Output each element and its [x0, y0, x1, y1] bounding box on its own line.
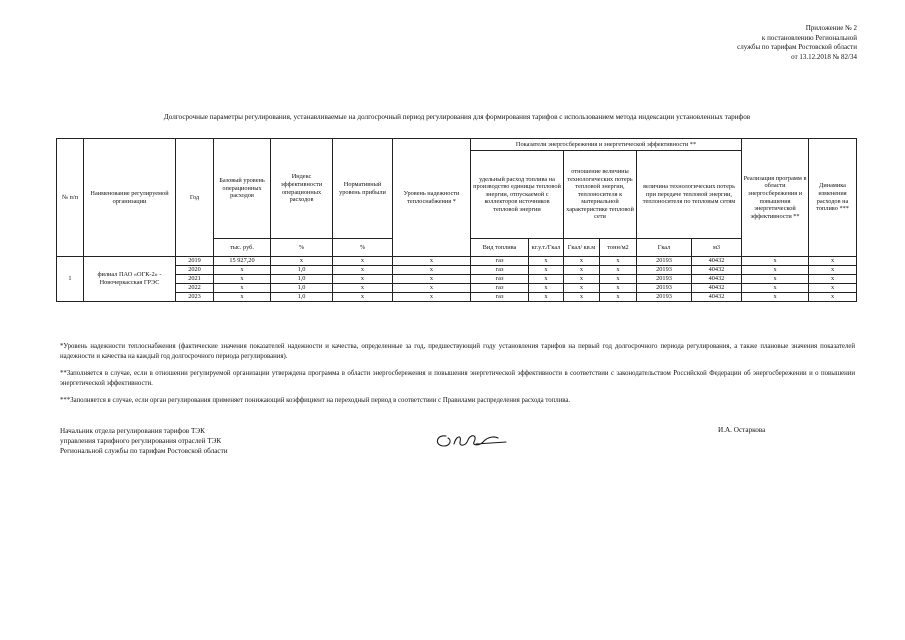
cell-tech-1: 20193: [637, 293, 692, 302]
table-row: [57, 284, 857, 293]
cell-tech-1: 20193: [637, 275, 692, 284]
cell-reliability: x: [393, 266, 471, 275]
parameters-table: [56, 138, 857, 302]
unit-fuel: кг.у.т./Гкал: [529, 239, 564, 257]
cell-specific: x: [529, 275, 564, 284]
cell-dynamics: x: [809, 275, 857, 284]
cell-specific: x: [529, 266, 564, 275]
cell-loss-2: x: [600, 257, 637, 266]
cell-reliability: x: [393, 257, 471, 266]
cell-reliability: x: [393, 284, 471, 293]
cell-index: 1,0: [271, 293, 333, 302]
cell-base: x: [214, 266, 271, 275]
cell-profit: x: [333, 257, 393, 266]
cell-fuel: газ: [471, 293, 529, 302]
cell-specific: x: [529, 257, 564, 266]
unit-tech-1: Гкал: [637, 239, 692, 257]
cell-specific: x: [529, 293, 564, 302]
unit-norm-profit: %: [333, 239, 393, 257]
cell-base: x: [214, 293, 271, 302]
signer-name: И.А. Остаркова: [718, 426, 766, 434]
org-name: филиал ПАО «ОГК-2» - Новочеркасская ГРЭС: [84, 257, 176, 302]
cell-year: 2019: [176, 257, 214, 266]
unit-fuel-type: Вид топлива: [471, 239, 529, 257]
appendix-line: Приложение № 2: [805, 24, 857, 32]
appendix-line: от 13.12.2018 № 82/34: [791, 52, 857, 61]
unit-tech-2: м3: [692, 239, 742, 257]
appendix-line: к постановлению Региональной: [761, 33, 857, 42]
cell-tech-1: 20193: [637, 257, 692, 266]
footnote-reliability: *Уровень надежности теплоснабжения (фактические значения показателей надежности и качества, определенные за год, предшествующий году установления тарифов на первый год долгосрочного периода регулирования, а также плановые значения показателей надежности и качества на каждый год долгосрочного периода регулирования).: [60, 343, 855, 360]
cell-tech-1: 20193: [637, 284, 692, 293]
handwritten-signature: [432, 428, 512, 452]
cell-index: 1,0: [271, 266, 333, 275]
cell-dynamics: x: [809, 293, 857, 302]
cell-loss-1: x: [564, 284, 600, 293]
header-energy-group: Показатели энергосбережения и энергетической эффективности **: [471, 139, 742, 151]
header-dynamics: Динамика изменения расходов на топливо ***: [809, 139, 857, 257]
cell-year: 2022: [176, 284, 214, 293]
cell-dynamics: x: [809, 266, 857, 275]
cell-program: x: [742, 275, 809, 284]
cell-loss-2: x: [600, 293, 637, 302]
unit-base-level: тыс. руб.: [214, 239, 271, 257]
header-program: Реализация программ в области энергосбережения и повышения энергетической эффективности **: [742, 139, 809, 257]
cell-loss-1: x: [564, 275, 600, 284]
footnotes: [60, 342, 855, 413]
cell-tech-1: 20193: [637, 266, 692, 275]
cell-index: x: [271, 257, 333, 266]
header-efficiency-index: Индекс эффективности операционных расходов: [271, 139, 333, 239]
cell-fuel: газ: [471, 284, 529, 293]
cell-tech-2: 40432: [692, 266, 742, 275]
header-num: № п/п: [57, 139, 84, 257]
cell-loss-1: x: [564, 293, 600, 302]
cell-tech-2: 40432: [692, 293, 742, 302]
cell-profit: x: [333, 275, 393, 284]
table-row: [57, 275, 857, 284]
cell-program: x: [742, 293, 809, 302]
header-year: Год: [176, 139, 214, 257]
unit-efficiency-index: %: [271, 239, 333, 257]
cell-program: x: [742, 257, 809, 266]
footnote-program: **Заполняется в случае, если в отношении регулируемой организации утверждена программа в области энергосбережения и повышения энергетической эффективности в соответствии с законодательством Российской Федерации об энергосбережении и о повышении энергетической эффективности.: [60, 370, 855, 387]
cell-base: 15 927,20: [214, 257, 271, 266]
cell-loss-2: x: [600, 266, 637, 275]
cell-program: x: [742, 284, 809, 293]
header-reliability: Уровень надежности теплоснабжения *: [393, 139, 471, 257]
cell-tech-2: 40432: [692, 275, 742, 284]
table-row: [57, 293, 857, 302]
cell-fuel: газ: [471, 275, 529, 284]
cell-year: 2023: [176, 293, 214, 302]
org-num: 1: [57, 257, 84, 302]
cell-year: 2021: [176, 275, 214, 284]
unit-loss-1: Гкал/ кв.м: [564, 239, 600, 257]
cell-loss-2: x: [600, 284, 637, 293]
signer-line: Начальник отдела регулирования тарифов ТЭК: [60, 427, 205, 435]
cell-profit: x: [333, 284, 393, 293]
footnote-fuel: ***Заполняется в случае, если орган регулирования применяет понижающий коэффициент на переходный период в соответствии с Правилами распределения расхода топлива.: [60, 397, 571, 404]
header-base-level: Базовый уровень операционных расходов: [214, 139, 271, 239]
cell-fuel: газ: [471, 257, 529, 266]
appendix-block: [627, 24, 857, 62]
cell-profit: x: [333, 266, 393, 275]
table-row: [57, 257, 857, 266]
cell-fuel: газ: [471, 266, 529, 275]
cell-dynamics: x: [809, 284, 857, 293]
header-specific-fuel: удельный расход топлива на производство единицы тепловой энергии, отпускаемой с коллекторов источников тепловой энергии: [471, 151, 564, 239]
cell-profit: x: [333, 293, 393, 302]
table-row: [57, 266, 857, 275]
signer-title: [60, 426, 320, 456]
cell-dynamics: x: [809, 257, 857, 266]
cell-base: x: [214, 275, 271, 284]
header-loss-ratio: отношение величины технологических потерь тепловой энергии, теплоносителя к материальной характеристике тепловой сети: [564, 151, 637, 239]
cell-loss-2: x: [600, 275, 637, 284]
cell-program: x: [742, 266, 809, 275]
cell-specific: x: [529, 284, 564, 293]
cell-base: x: [214, 284, 271, 293]
cell-year: 2020: [176, 266, 214, 275]
cell-reliability: x: [393, 275, 471, 284]
header-org: Наименование регулируемой организации: [84, 139, 176, 257]
cell-index: 1,0: [271, 275, 333, 284]
document-title: Долгосрочные параметры регулирования, устанавливаемые на долгосрочный период регулирования для формирования тарифов с использованием метода индексации установленных тарифов: [163, 113, 751, 121]
cell-tech-2: 40432: [692, 257, 742, 266]
cell-loss-1: x: [564, 257, 600, 266]
cell-loss-1: x: [564, 266, 600, 275]
cell-reliability: x: [393, 293, 471, 302]
appendix-line: службы по тарифам Ростовской области: [737, 43, 857, 51]
cell-tech-2: 40432: [692, 284, 742, 293]
cell-index: 1,0: [271, 284, 333, 293]
header-tech-losses: величина технологических потерь при передаче тепловой энергии, теплоносителя по тепловым сетям: [637, 151, 742, 239]
unit-loss-2: тонн/м2: [600, 239, 637, 257]
signer-line: Региональной службы по тарифам Ростовской области: [60, 447, 228, 455]
signer-line: управления тарифного регулирования отраслей ТЭК: [60, 437, 222, 445]
header-norm-profit: Нормативный уровень прибыли: [333, 139, 393, 239]
